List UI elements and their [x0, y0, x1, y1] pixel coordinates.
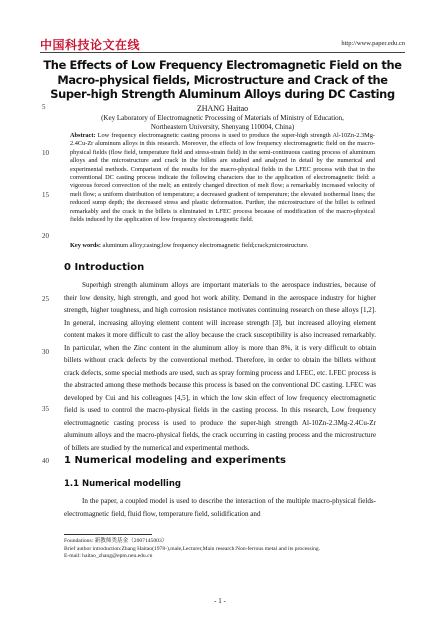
- modeling-body: [64, 495, 376, 520]
- keywords-text: aluminum alloy;casing;low frequency electromagnetic field;crack;microstructure.: [100, 242, 309, 249]
- line-number: 5: [42, 103, 46, 111]
- keywords: [70, 242, 375, 250]
- subsection-heading-numerical-modelling: 1.1 Numerical modelling: [64, 479, 181, 489]
- footnote-email: E-mail: haitao_zhang@epm.neu.edu.cn: [64, 553, 153, 559]
- abstract: [70, 132, 375, 224]
- footnote-divider: [64, 534, 152, 535]
- title-line: Super-high Strength Aluminum Alloys during DC Casting: [50, 87, 395, 101]
- line-number: 25: [42, 295, 49, 303]
- section-heading-introduction: 0 Introduction: [64, 262, 145, 273]
- line-number: 35: [42, 405, 49, 413]
- line-number: 40: [42, 457, 49, 465]
- line-number: 30: [42, 348, 49, 356]
- header-divider: [40, 52, 405, 53]
- section-heading-modeling: 1 Numerical modeling and experiments: [64, 455, 287, 466]
- title-line: The Effects of Low Frequency Electromagnetic Field on the: [43, 58, 402, 72]
- footnote-author-intro: Brief author introduction:Zhang Haitao(1978-),male,Lecturer,Main research:Non-ferrous metal and its processing.: [64, 545, 321, 552]
- modeling-paragraph: In the paper, a coupled model is used to describe the interaction of the multiple macro-physical fields-electromagnetic field, fluid flow, temperature field, solidification and: [64, 497, 376, 518]
- page-header: [40, 36, 405, 52]
- line-number: 20: [42, 232, 49, 240]
- footnote-foundations: Foundations: 新教师类基金（2007145003）: [64, 538, 168, 544]
- abstract-label: Abstract:: [70, 132, 96, 139]
- line-number: 15: [42, 191, 49, 199]
- introduction-body: [64, 279, 376, 454]
- title-line: Macro-physical fields, Microstructure and Crack of the: [57, 72, 388, 87]
- paper-title: [40, 58, 405, 102]
- site-url[interactable]: http://www.paper.edu.cn: [341, 40, 405, 47]
- keywords-label: Key words:: [70, 242, 101, 249]
- affiliation-line: Northeastern University, Shenyang 110004, China): [150, 123, 295, 131]
- introduction-paragraph: Superhigh strength aluminum alloys are important materials to the aerospace industries, because of their low density, high strength, and good hot work ability. Demand in the aerospace industry for higher strength, higher toughness, and high corrosion resistance motivates continuing research on these alloys [1,2]. In general, increasing alloying element content will increase strength [3], but increased alloying element content makes it more difficult to cast the alloy because the crack susceptibility is also increased remarkably. In particular, when the Zinc content in the aluminum alloy is more than 8%, it is very difficult to obtain billets without crack defects by the conventional method. Therefore, in order to obtain the billets without crack defects, some special methods are used, such as spray forming process and LFEC, etc. LFEC process is the abstracted among these methods because this process is based on the conventional DC casting. LFEC was developed by Cui and his colleagues [4,5], in which the low skin effect of low frequency electromagnetic field is used to control the macro-physical fields in the casting process. In this research, Low frequency electromagnetic casting process is used to produce the super-high strength Al-10Zn-2.3Mg-2.4Cu-Zr aluminum alloys and the macro-physical fields, the crack occurring in casting process and the microstructure of billets are studied by the numerical and experimental methods.: [64, 281, 376, 452]
- footnotes: [64, 538, 384, 561]
- affiliation: [40, 114, 405, 132]
- author-name: ZHANG Haitao: [196, 104, 249, 113]
- page-number: - 1 -: [214, 597, 226, 605]
- journal-logo: 中国科技论文在线: [40, 38, 141, 52]
- abstract-text: Low frequency electromagnetic casting process is used to produce the super-high strength Al-10Zn-2.3Mg-2.4Cu-Zr aluminum alloys in this research. Moreover, the effects of low frequency electromagnetic field on the macro-physical fields (flow field, temperature field and stress-strain field) in the semi-continuous casting process of aluminum alloys and the microstructure and crack in the billets are studied and analyzed in detail by the numerical and experimental methods. Comparison of the results for the macro-physical fields in the LFEC process with that in the conventional DC casting process indicate the following characters due to the application of electromagnetic field: a vigorous forced convection of the melt; an entirely changed direction of melt flow; a remarkably increased velocity of melt flow; a uniform distribution of temperature; a decreased gradient of temperature; the elevated isothermal lines; the reduced sump depth; the decreased stress and plastic deformation. Further, the microstructure of the billet is refined remarkably and the crack in the billets is eliminated in LFEC process because of modification of the macro-physical fields induced by the application of low frequency electromagnetic field.: [70, 132, 375, 224]
- line-number: 10: [42, 149, 49, 157]
- affiliation-line: (Key Laboratory of Electromagnetic Processing of Materials of Ministry of Education,: [101, 114, 344, 122]
